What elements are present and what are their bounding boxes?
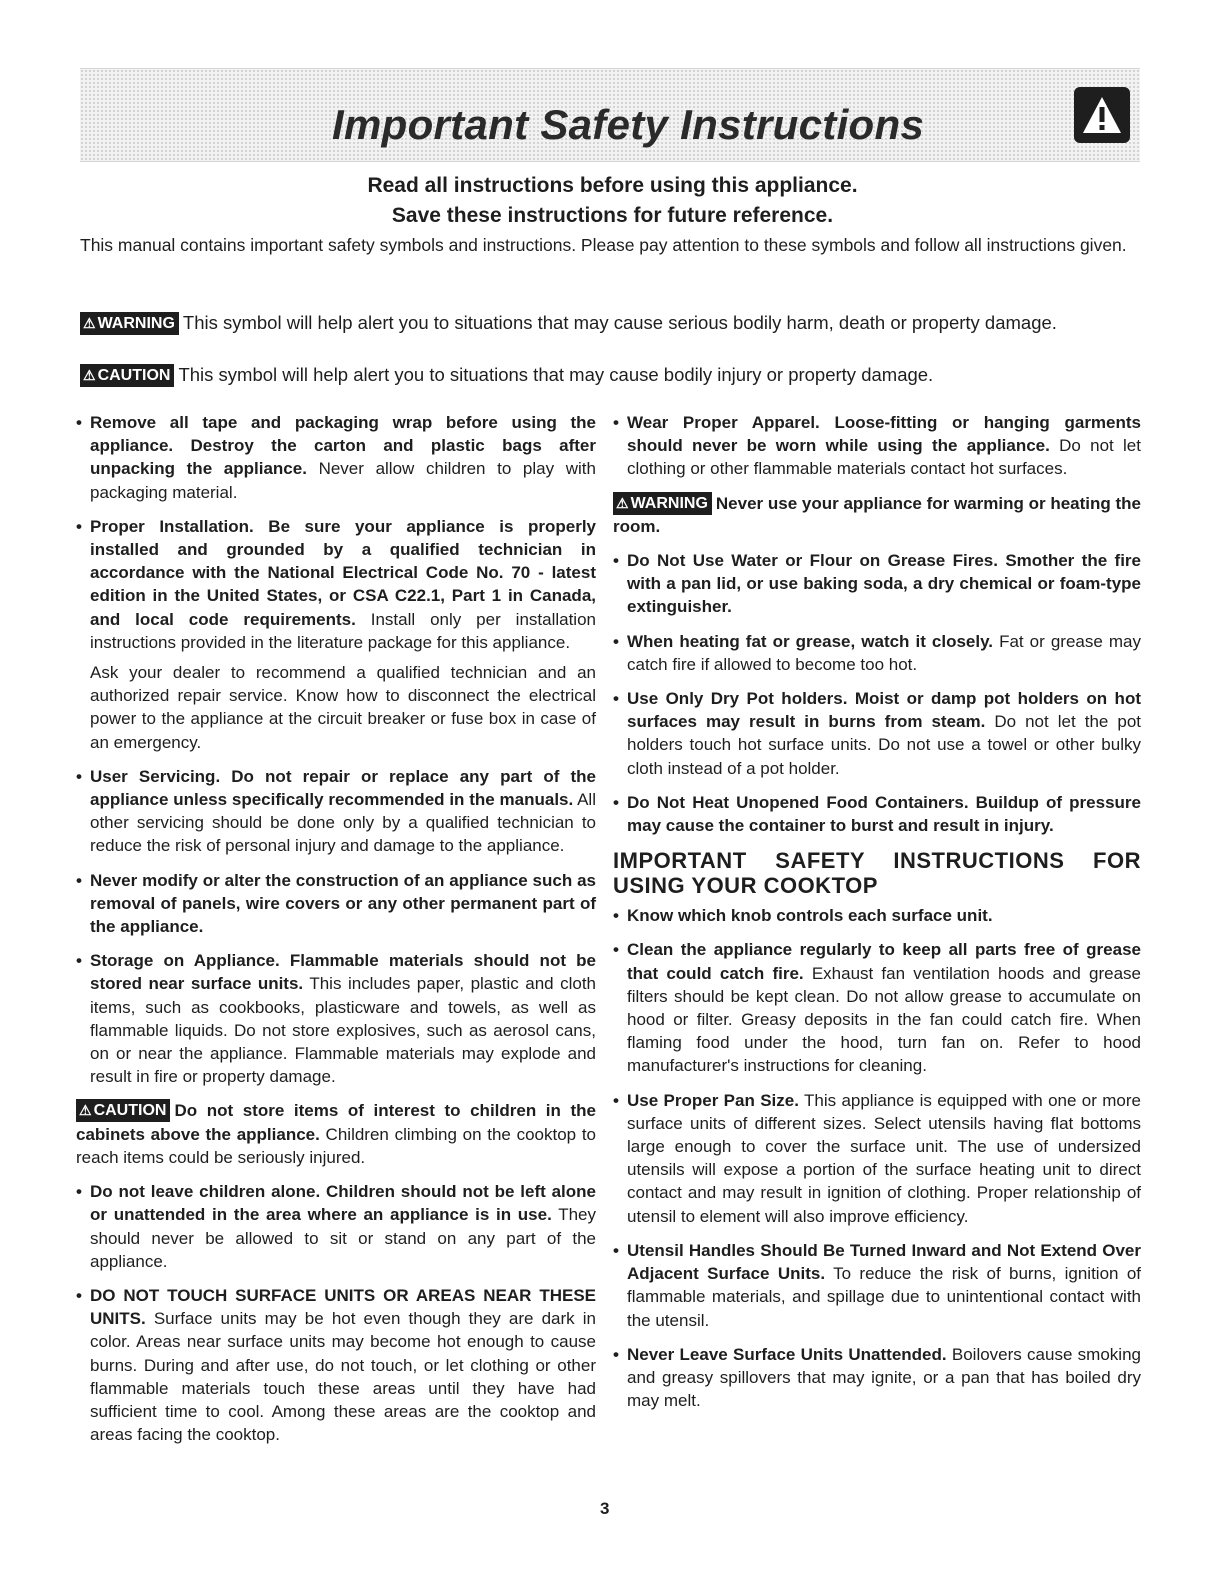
warning-symbol-text: This symbol will help alert you to situations that may cause serious bodily harm, death or property damage. bbox=[182, 312, 1057, 333]
caution-badge: ⚠ CAUTION bbox=[76, 1099, 170, 1122]
warning-badge-label: WARNING bbox=[97, 315, 175, 332]
warning-note: ⚠ WARNING Never use your appliance for warming or heating the room. bbox=[613, 493, 1141, 536]
list-item: • User Servicing. Do not repair or replace any part of the appliance unless specifically recommended in the manuals. All other servicing should be done only by a qualified technician to reduce the risk of personal injury and damage to the appliance. bbox=[76, 766, 596, 856]
list-item: • Storage on Appliance. Flammable materials should not be stored near surface units. This includes paper, plastic and cloth items, such as cookbooks, plasticware and towels, as well as flammable liquids. Do not store explosives, such as aerosol cans, on or near the appliance. Flammable materials may explode and result in fire or property damage. bbox=[76, 951, 597, 1087]
list-item: • Utensil Handles Should Be Turned Inward and Not Extend Over Adjacent Surface Units. To reduce the risk of burns, ignition of flammable materials, and spillage due to unintentional contact with the utensil. bbox=[613, 1240, 1141, 1330]
list-item: • Remove all tape and packaging wrap before using the appliance. Destroy the carton and plastic bags after unpacking the appliance. Never allow children to play with packaging material. bbox=[76, 413, 596, 502]
section-heading: IMPORTANT SAFETY INSTRUCTIONS FOR USING YOUR COOKTOP bbox=[613, 848, 1141, 899]
warning-triangle-icon: ⚠ bbox=[83, 315, 96, 331]
intro-text: This manual contains important safety symbols and instructions. Please pay attention to these symbols and follow all instructions given. bbox=[80, 235, 1127, 255]
lead-line-2: Save these instructions for future reference. bbox=[391, 204, 834, 227]
caution-symbol-row bbox=[80, 362, 1140, 388]
warning-badge bbox=[80, 312, 179, 335]
caution-badge bbox=[80, 364, 174, 387]
list-item-paragraph: Ask your dealer to recommend a qualified technician and an authorized repair service. Know how to disconnect the electrical power to the appliance at the circuit breaker or fuse box in case of an emergency. bbox=[90, 663, 596, 752]
warning-triangle-icon: ⚠ bbox=[616, 494, 629, 511]
list-item: • Know which knob controls each surface unit. bbox=[613, 906, 993, 926]
page-title: Important Safety Instructions bbox=[332, 101, 925, 148]
list-item: • Use Only Dry Pot holders. Moist or damp pot holders on hot surfaces may result in burns from steam. Do not let the pot holders touch hot surface units. Do not use a towel or other bulky cloth instead of a pot holder. bbox=[613, 689, 1141, 778]
warning-triangle-icon bbox=[1074, 87, 1130, 143]
warning-badge: ⚠ WARNING bbox=[613, 492, 712, 515]
left-column bbox=[76, 411, 596, 1457]
list-item: • When heating fat or grease, watch it closely. Fat or grease may catch fire if allowed to become too hot. bbox=[613, 631, 1141, 674]
list-item: • Clean the appliance regularly to keep all parts free of grease that could catch fire. Exhaust fan ventilation hoods and grease filters should be kept clean. Do not allow grease to accumulate on hood or filter. Greasy deposits in the fan could catch fire. When flaming food under the hood, turn fan on. Refer to hood manufacturer's instructions for cleaning. bbox=[613, 940, 1142, 1076]
list-item: • Do Not Heat Unopened Food Containers. Buildup of pressure may cause the container to burst and result in injury. bbox=[613, 792, 1141, 836]
right-column bbox=[613, 411, 1141, 1423]
caution-triangle-icon: ⚠ bbox=[83, 367, 96, 383]
list-item: • Proper Installation. Be sure your appliance is properly installed and grounded by a qualified technician in accordance with the National Electrical Code No. 70 - latest edition in the United States, or CSA C22.1, Part 1 in Canada, and local code requirements. Install only per installation instructions provided in the literature package for this appliance. bbox=[76, 516, 596, 652]
list-item: • DO NOT TOUCH SURFACE UNITS OR AREAS NEAR THESE UNITS. Surface units may be hot even though they are dark in color. Areas near surface units may become hot enough to cause burns. During and after use, do not touch, or let clothing or other flammable materials touch these areas until they have had sufficient time to cool. Among these areas are the cooktop and areas facing the cooktop. bbox=[76, 1285, 596, 1445]
list-item: • Do not leave children alone. Children should not be left alone or unattended in the area where an appliance is in use. They should never be allowed to sit or stand on any part of the appliance. bbox=[76, 1182, 596, 1271]
list-item: • Wear Proper Apparel. Loose-fitting or hanging garments should never be worn while using the appliance. Do not let clothing or other flammable materials contact hot surfaces. bbox=[613, 413, 1141, 479]
list-item: • Never Leave Surface Units Unattended. Boilovers cause smoking and greasy spillovers that may ignite, or a pan that has boiled dry may melt. bbox=[613, 1344, 1141, 1411]
list-item: • Use Proper Pan Size. This appliance is equipped with one or more surface units of different sizes. Select utensils having flat bottoms large enough to cover the surface unit. The use of undersized utensils will expose a portion of the surface heating unit to direct contact and may result in ignition of clothing. Proper relationship of utensil to element will also improve efficiency. bbox=[613, 1090, 1141, 1226]
list-item: • Do Not Use Water or Flour on Grease Fires. Smother the fire with a pan lid, or use baking soda, a dry chemical or foam-type extinguisher. bbox=[613, 551, 1141, 617]
warning-symbol-row bbox=[80, 310, 1140, 336]
caution-triangle-icon: ⚠ bbox=[79, 1102, 92, 1119]
page-number: 3 bbox=[600, 1499, 610, 1518]
caution-symbol-text: This symbol will help alert you to situations that may cause bodily injury or property damage. bbox=[178, 364, 934, 385]
lead-line-1: Read all instructions before using this appliance. bbox=[367, 174, 858, 197]
caution-note: ⚠ CAUTION Do not store items of interest to children in the cabinets above the appliance. Children climbing on the cooktop to reach items could be seriously injured. bbox=[76, 1101, 596, 1167]
list-item: • Never modify or alter the construction of an appliance such as removal of panels, wire covers or any other permanent part of the appliance. bbox=[76, 870, 596, 937]
caution-badge-label: CAUTION bbox=[97, 367, 171, 384]
header-banner bbox=[80, 68, 1140, 162]
